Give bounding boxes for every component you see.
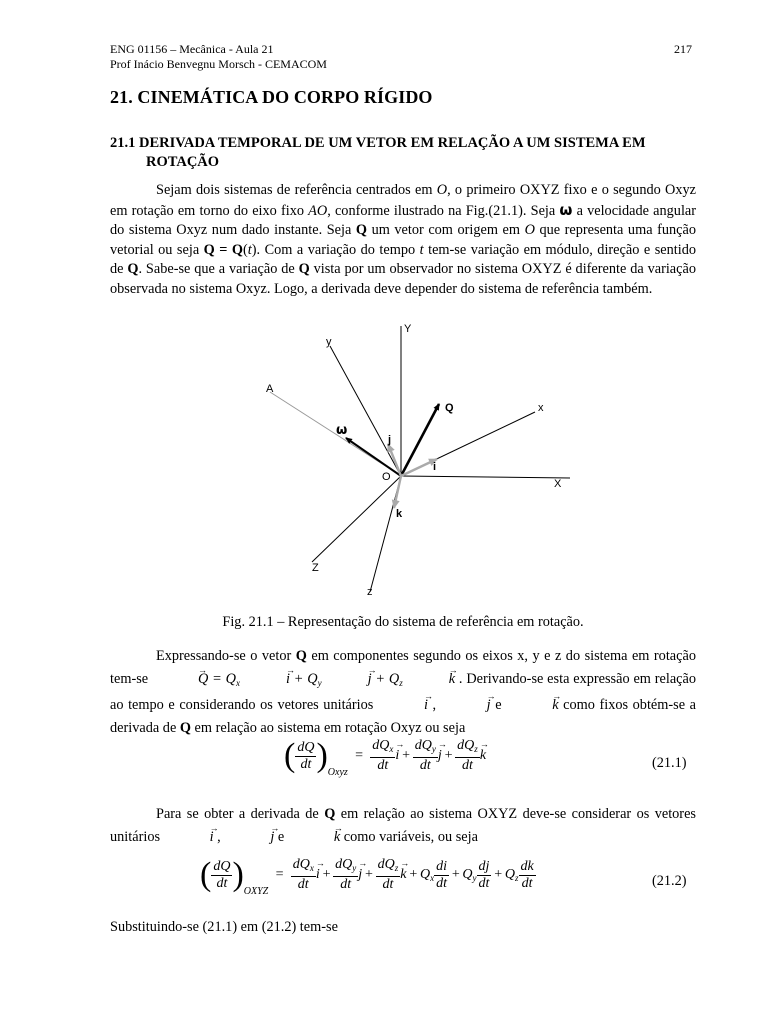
chapter-title: 21. CINEMÁTICA DO CORPO RÍGIDO bbox=[110, 87, 433, 107]
eq-Qz: Q bbox=[388, 670, 400, 687]
p2-text: . Derivando-se esta expressão em relação ao tempo e considerando os vetores unitários bbox=[110, 670, 697, 713]
eq-sub-x: x bbox=[235, 677, 240, 688]
label-Q: Q bbox=[445, 402, 454, 414]
eq2-dt: dt bbox=[382, 877, 394, 892]
p2-text: e bbox=[490, 697, 507, 713]
p3-text: Para se obter a derivada de bbox=[156, 806, 325, 822]
frac-dQz bbox=[455, 738, 480, 774]
label-omega: ω bbox=[336, 423, 348, 438]
p1-O: O bbox=[436, 182, 448, 198]
eq2-dt: dt bbox=[340, 877, 352, 892]
section-heading-line1: 21.1 DERIVADA TEMPORAL DE UM VETOR EM RELAÇÃO A UM SISTEMA EM bbox=[110, 135, 646, 151]
unit-i: → i bbox=[316, 867, 320, 883]
frac-dQ-dt bbox=[295, 740, 316, 773]
eq-Qy: Q bbox=[307, 670, 318, 687]
eq-Q: → Q bbox=[152, 668, 208, 691]
q-bold: Q bbox=[179, 719, 191, 736]
eq2-dt: dt bbox=[297, 877, 309, 892]
eq2-dt: dt bbox=[436, 875, 447, 891]
t-var: t bbox=[419, 241, 424, 258]
axis-Z bbox=[312, 476, 401, 562]
eq1-dt: dt bbox=[377, 758, 389, 773]
label-y: y bbox=[326, 336, 332, 348]
eq2-Qz: Q bbox=[504, 867, 515, 883]
section-heading bbox=[110, 134, 696, 172]
eq1-dQ: dQ bbox=[297, 739, 315, 755]
eq-sign: = bbox=[208, 670, 226, 687]
unit-j: → j bbox=[441, 694, 491, 717]
eq-plus: + bbox=[371, 670, 389, 687]
eq1-plus: + bbox=[443, 748, 454, 764]
eq2-dk: dk bbox=[520, 858, 534, 874]
label-j: j bbox=[388, 434, 392, 446]
frac-dk-dt bbox=[519, 859, 536, 892]
eq1-dt: dt bbox=[419, 758, 431, 773]
omega-symbol: ω bbox=[559, 200, 573, 219]
p1-text: tem-se variação em módulo, direção e sentido de bbox=[110, 241, 696, 277]
eq2-dQz: dQ bbox=[377, 857, 395, 872]
figure-caption: Fig. 21.1 – Representação do sistema de referência em rotação. bbox=[222, 614, 584, 630]
axis-X bbox=[401, 476, 570, 478]
eq2-plus: + bbox=[364, 867, 374, 883]
t-var: t bbox=[247, 241, 252, 258]
eq2-dQy: dQ bbox=[335, 857, 353, 872]
label-Z: Z bbox=[312, 562, 319, 574]
paragraph-3 bbox=[110, 803, 696, 848]
eq2-dt: dt bbox=[478, 875, 490, 891]
p2-text: Expressando-se o vetor bbox=[156, 648, 296, 664]
axis-y bbox=[330, 346, 401, 476]
p1-text: Sejam dois sistemas de referência centrados em bbox=[156, 182, 437, 198]
eq2-plus: + bbox=[493, 867, 503, 883]
eq1-sub-x: x bbox=[389, 744, 394, 754]
frac-dQx bbox=[291, 857, 316, 893]
unit-k: → k bbox=[480, 748, 486, 764]
equation-21-1: ( $\frac{dQ}{dt}$ )$_{Oxyz}$ = $\frac{dQ_x}{dt}$ → i + $\frac{dQ_y}{dt}$ → j + $\frac{dQ_z}{dt}$ → k bbox=[284, 738, 486, 778]
p1-text: . Sabe-se que a variação de bbox=[138, 261, 299, 277]
eq2-plus: + bbox=[321, 867, 332, 883]
eq2-dQx: dQ bbox=[292, 857, 310, 872]
eq2-dj: dj bbox=[478, 858, 490, 874]
label-x: x bbox=[538, 402, 544, 414]
paragraph-1 bbox=[110, 181, 696, 299]
q-bold: Q bbox=[355, 222, 368, 238]
frac-dQx bbox=[370, 738, 395, 774]
p2-text: como fixos obtém-se a derivada de bbox=[110, 697, 696, 736]
label-k: k bbox=[396, 508, 403, 520]
unit-j: → j bbox=[322, 668, 372, 691]
eq1-sub-y: y bbox=[431, 744, 436, 754]
eq2-Qy: Q bbox=[462, 867, 473, 883]
eq1-dQx: dQ bbox=[372, 738, 390, 753]
equation-number-21-1: (21.1) bbox=[652, 755, 687, 771]
eq2-sub-z: z bbox=[515, 873, 519, 884]
equation-21-2: ( $\frac{dQ}{dt}$ )$_{OXYZ}$ = $\frac{dQ_x}{dt}$ → i + $\frac{dQ_y}{dt}$ → j + $\frac{dQ_z}{dt}$ → $k + Q_x$ $\frac{di}{dt}$ + $Q_y$ $\frac{dj}{dt}$ + $Q_z$ $\frac{dk}{dt}$ bbox=[200, 857, 536, 897]
unit-i: → i bbox=[240, 668, 290, 691]
p3-text: em relação ao sistema OXYZ deve-se considerar os vetores unitários bbox=[110, 806, 696, 845]
eq2-sub-y: y bbox=[352, 863, 357, 873]
p1-O: O bbox=[524, 222, 535, 238]
eq-sub-y: y bbox=[317, 677, 322, 688]
eq1-dt: dt bbox=[462, 758, 473, 773]
eq1-plus: + bbox=[401, 748, 411, 764]
eq2-dQ: dQ bbox=[213, 858, 231, 874]
equation-number-21-2: (21.2) bbox=[652, 873, 687, 889]
p3-text: como variáveis, ou seja bbox=[340, 828, 478, 845]
label-A: A bbox=[266, 383, 274, 395]
unit-j: → j bbox=[438, 748, 442, 764]
page-number: 217 bbox=[674, 42, 692, 56]
eq2-plus: + bbox=[408, 867, 418, 883]
eq2-di: di bbox=[436, 858, 447, 874]
frac-dQy bbox=[333, 857, 358, 893]
p1-text: , o primeiro OXYZ fixo e o segundo Oxyz em rotação em torno do eixo fixo bbox=[110, 182, 696, 219]
unit-k: → k bbox=[288, 826, 340, 849]
p3-text: e bbox=[274, 828, 288, 845]
rotating-frame-figure bbox=[240, 316, 580, 606]
eq1-dQy: dQ bbox=[414, 738, 432, 753]
p2-text: em componentes segundo os eixos x, y e z do sistema em rotação tem-se bbox=[110, 648, 696, 687]
frac-dQz bbox=[376, 857, 401, 893]
frac-dQ-dt bbox=[211, 859, 232, 892]
closing-line: Substituindo-se (21.1) em (21.2) tem-se bbox=[110, 919, 338, 935]
unit-j: → j bbox=[224, 826, 274, 849]
eq-plus: + bbox=[289, 670, 308, 687]
label-i: i bbox=[433, 461, 437, 473]
eq2-plus: + bbox=[450, 867, 461, 883]
section-heading-line2: ROTAÇÃO bbox=[146, 154, 220, 170]
q-bold: Q bbox=[324, 806, 336, 822]
p3-text: , bbox=[213, 828, 225, 845]
frac-di-dt bbox=[434, 859, 449, 892]
eq-sub-z: z bbox=[399, 677, 403, 688]
eq2-Qx: Q bbox=[419, 867, 431, 883]
label-X: X bbox=[554, 478, 562, 490]
header-professor: Prof Inácio Benvegnu Morsch - CEMACOM bbox=[110, 57, 327, 71]
unit-i: → i bbox=[378, 694, 428, 717]
p2-text: , bbox=[427, 697, 441, 713]
eq2-sub-x: x bbox=[309, 863, 314, 873]
unit-j: → j bbox=[358, 867, 362, 883]
eq2-sub-x: x bbox=[430, 873, 435, 884]
label-Y: Y bbox=[404, 323, 412, 335]
unit-k: → k bbox=[400, 867, 406, 883]
frac-dQy bbox=[413, 738, 438, 774]
p1-AO: AO bbox=[308, 202, 328, 219]
eq1-subscript: Oxyz bbox=[327, 767, 348, 779]
p1-text: ). Com a variação do tempo bbox=[251, 241, 420, 258]
eq-Qx: Q bbox=[225, 670, 236, 687]
paragraph-2 bbox=[110, 645, 696, 739]
q-bold: Q bbox=[295, 648, 307, 664]
header-course: ENG 01156 – Mecânica - Aula 21 bbox=[110, 42, 274, 56]
eq2-dt: dt bbox=[521, 875, 533, 891]
eq1-dt: dt bbox=[300, 756, 312, 772]
q-bold: Q bbox=[298, 261, 310, 277]
eq2-sub-y: y bbox=[472, 873, 477, 884]
eq2-sub-z: z bbox=[394, 863, 399, 873]
p1-text: ( bbox=[243, 241, 248, 258]
unit-k: → k bbox=[506, 694, 558, 717]
vector-k bbox=[394, 476, 401, 508]
p1-text: que representa uma função vetorial ou seja bbox=[110, 222, 696, 258]
eq2-equals: = bbox=[274, 867, 285, 883]
q-bold: Q bbox=[127, 261, 139, 277]
p2-text: em relação ao sistema em rotação Oxyz ou seja bbox=[190, 719, 466, 736]
p1-text: , conforme ilustrado na Fig.(21.1). Seja bbox=[327, 202, 560, 219]
eq2-subscript: OXYZ bbox=[243, 886, 269, 898]
p1-text: a velocidade angular do sistema Oxyz num dado instante. Seja bbox=[110, 202, 697, 238]
eq1-equals: = bbox=[354, 748, 364, 764]
q-equation: Q = Q bbox=[203, 241, 244, 258]
p1-text: vista por um observador no sistema OXYZ é diferente da variação observada no sistema Oxyz. Logo, a derivada deve depender do sistema de referência também. bbox=[110, 261, 696, 297]
eq1-sub-z: z bbox=[474, 744, 478, 754]
label-z: z bbox=[367, 586, 373, 598]
eq1-dQz: dQ bbox=[457, 738, 475, 753]
label-O: O bbox=[382, 471, 391, 483]
eq2-dt: dt bbox=[216, 875, 228, 891]
p1-text: um vetor com origem em bbox=[367, 222, 525, 238]
frac-dj-dt bbox=[477, 859, 492, 892]
unit-i: → i bbox=[395, 748, 399, 764]
unit-i: → i bbox=[164, 826, 214, 849]
unit-k: → k bbox=[403, 668, 455, 691]
